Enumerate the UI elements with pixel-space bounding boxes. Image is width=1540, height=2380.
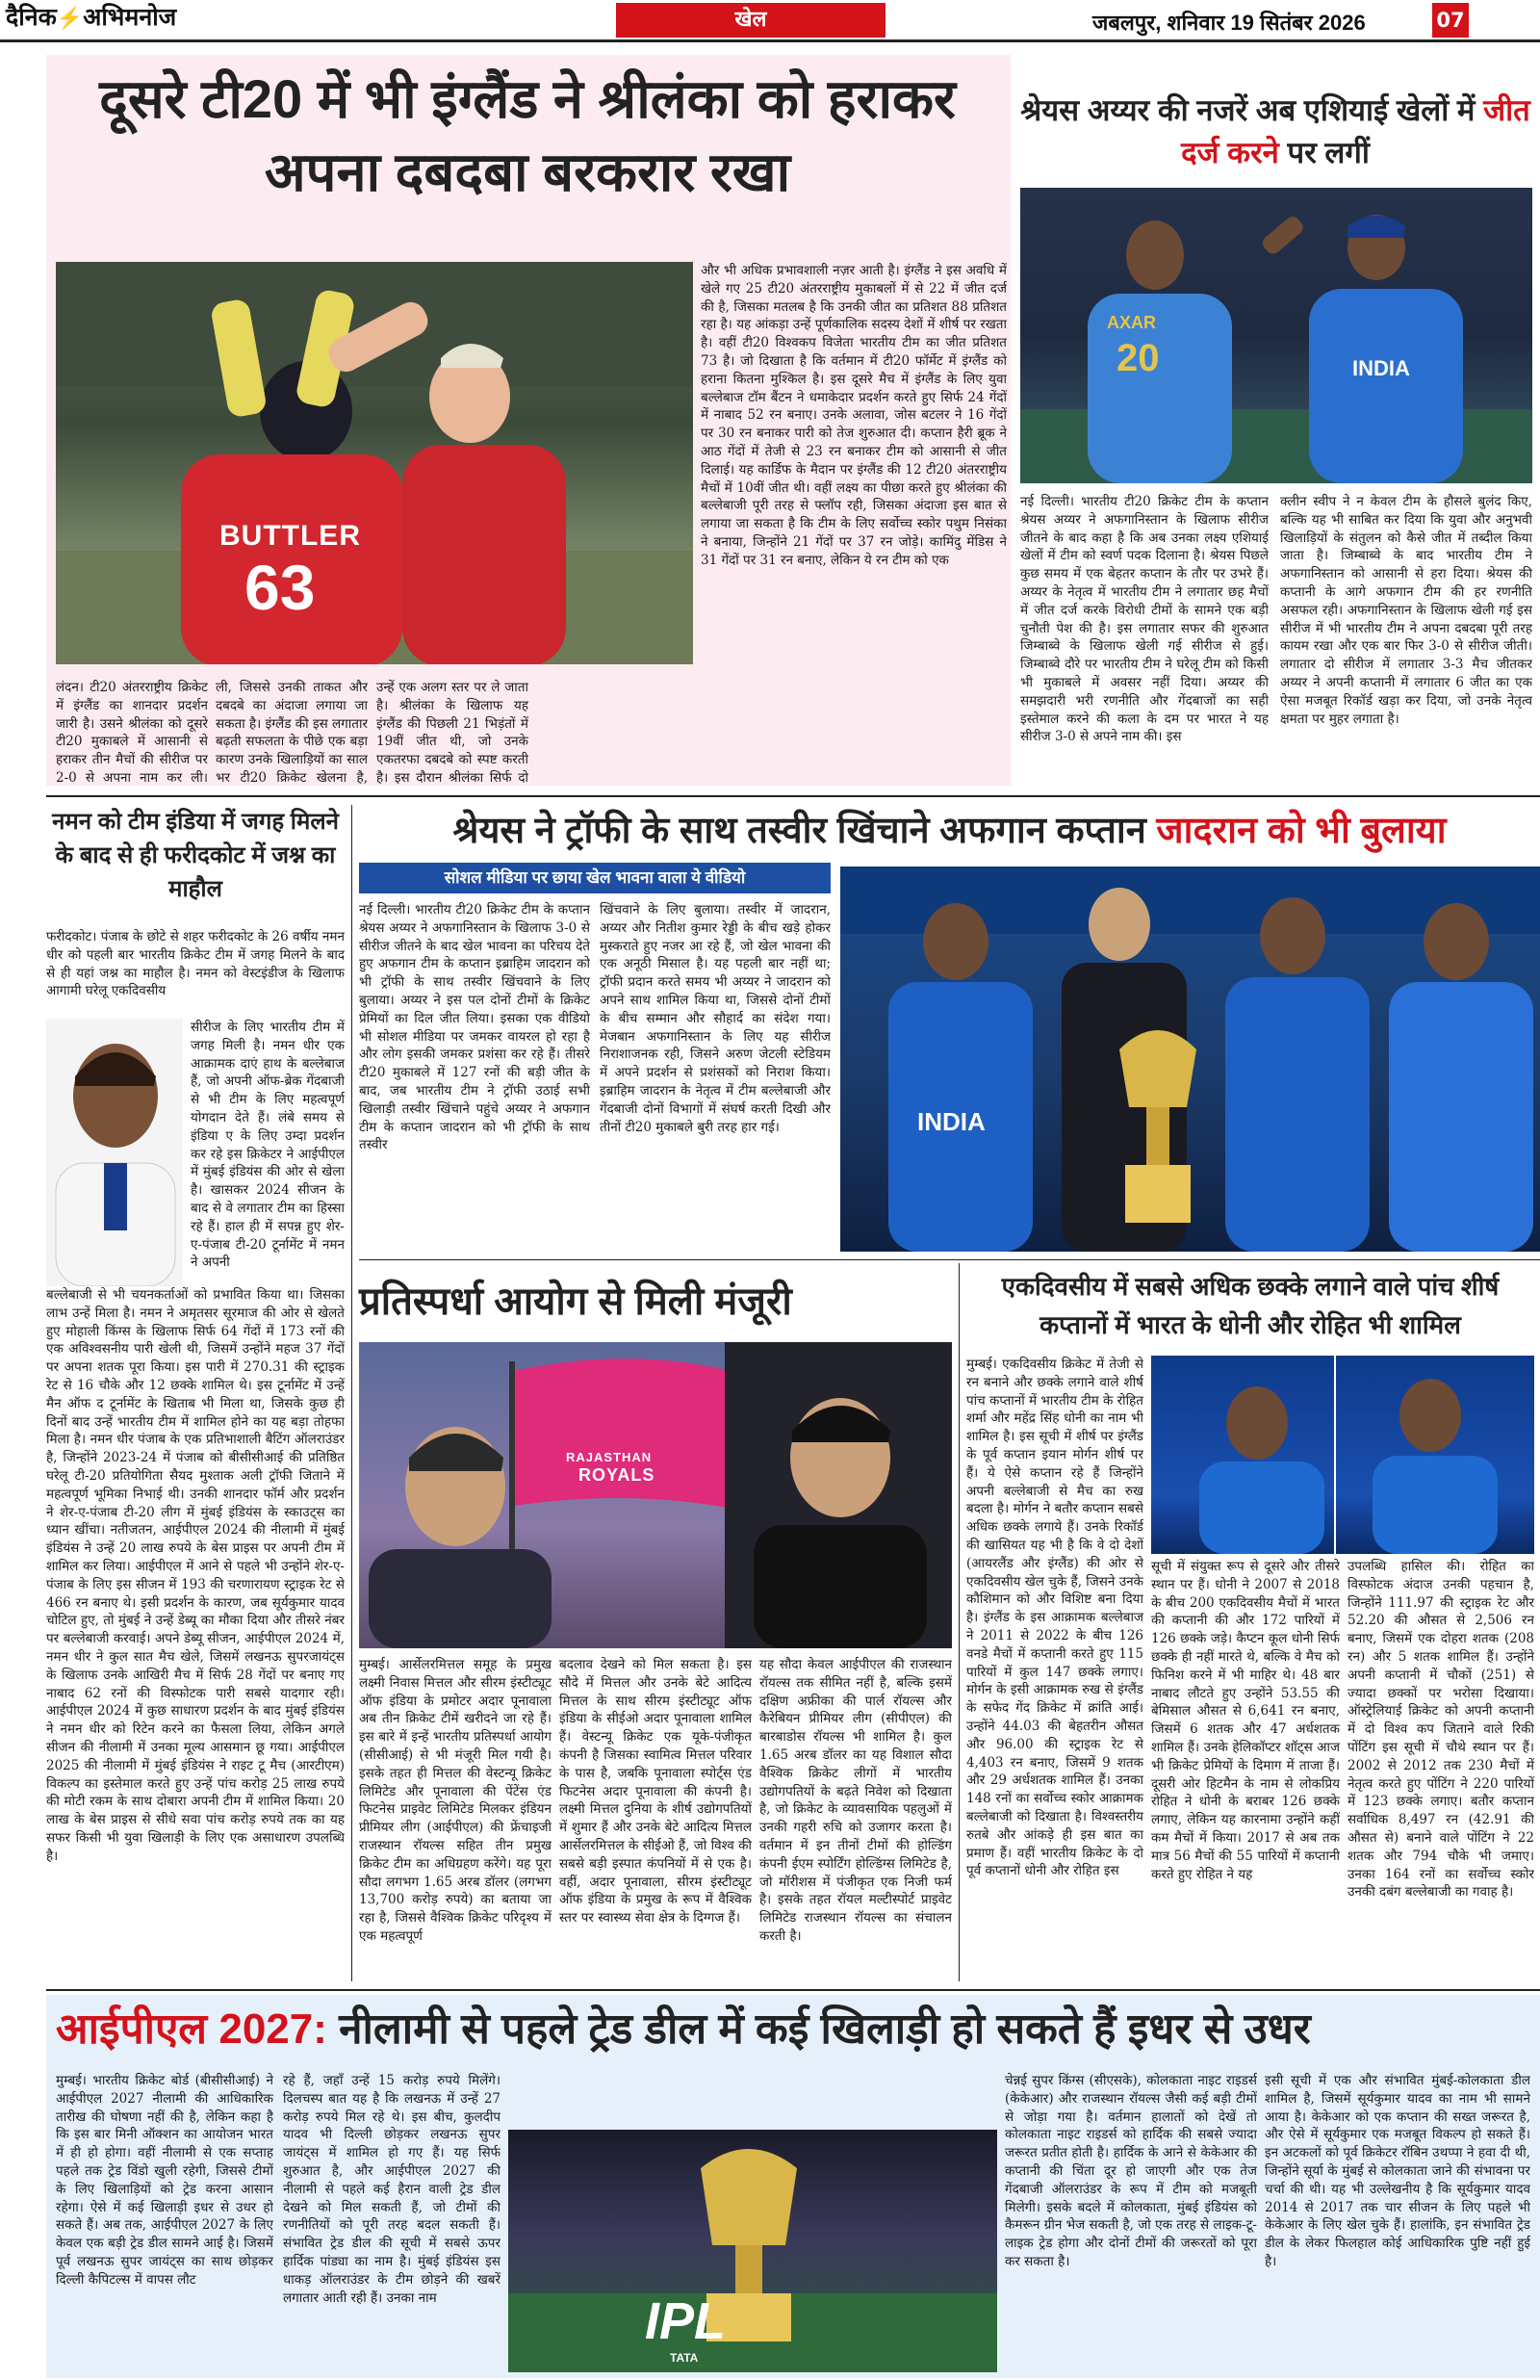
horizontal-divider <box>359 1259 1540 1260</box>
jersey-number: 63 <box>244 552 316 623</box>
headline <box>56 2001 1528 2058</box>
story-column-1: मुम्बई। एकदिवसीय क्रिकेट में तेजी से रन बनाने और छक्के लगाने वाले शीर्ष पांच कप्तानों में भारतीय टीम के रोहित शर्मा और महेंद्र सिंह धोनी का नाम भी शामिल है। इस सूची में शीर्ष पर इंग्लैंड के पूर्व कप्तान इयान मोर्गन शीर्ष पर हैं। ये ऐसे कप्तान रहे हैं जिन्होंने अपनी बल्लेबाजी से मैच का रुख बदला है। मोर्गन ने बतौर कप्तान सबसे अधिक छक्के लगाये हैं। उनके रिकॉर्ड की खासियत यह भी है कि वे दो देशों (आयरलैंड और इंग्लैंड) की ओर से एकदिवसीय खेल चुके हैं, जिसने उनके कौशिमान को और विशिष्ट बना दिया है। इंग्लैंड के इस आक्रामक बल्लेबाज ने 2011 से 2022 के बीच 126 वनडे मैचों में कप्तानी करते हुए 115 पारियों में कुल 147 छक्के लगाए। मोर्गन के इसी आक्रामक रुख से इंग्लैंड के सफेद गेंद क्रिकेट में क्रांति आई। उन्होंने 44.03 की बेहतरीन औसत और 96.00 की स्ट्राइक रेट से 4,403 रन बनाए, जिसमें 9 शतक और 29 अर्धशतक शामिल हैं। उनका 148 रनों का सर्वोच्च स्कोर आक्रामक बल्लेबाजी को दिखाता है। विश्वस्तरीय रुतबे और आंकड़े ही इस बात का प्रमाण हैं। वहीं भारतीय क्रिकेट के दो पूर्व कप्तानों धोनी और रोहित इस <box>966 1357 1143 1879</box>
story-column-3: उपलब्धि हासिल की। रोहित का विस्फोटक अंदाज उनकी पहचान है, जिन्होंने 111.97 की स्ट्राइक रेट और 52.20 की औसत से 2,506 रन बनाए, जिसमें एक दोहरा शतक (208 रन) और 5 शतक शामिल हैं। उन्होंने अपनी कप्तानी में चौकों (251) से ज्यादा छक्कों पर भरोसा दिखाया। ऑस्ट्रेलियाई क्रिकेट को अपनी कप्तानी में दो विश्व कप जिताने वाले रिकी पोंटिंग इस सूची में चौथे स्थान पर हैं। 2002 से 2012 तक 230 मैचों में नेतृत्व करते हुए पोंटिंग ने 220 पारियों में 123 छक्के लगाए। बतौर कप्तान सर्वाधिक 8,497 रन (42.91 की औसत से) बनाने वाले पोंटिंग ने 22 शतक और 794 चौके भी जमाए। उनका 164 रनों का सर्वोच्च स्कोर उनकी दबंग बल्लेबाजी का गवाह है। <box>1348 1559 1534 1901</box>
headline-rest: नीलामी से पहले ट्रेड डील में कई खिलाड़ी हो सकते हैं इधर से उधर <box>339 2005 1311 2053</box>
headline-part-a: श्रेयस ने ट्रॉफी के साथ तस्वीर खिंचाने अफगान कप्तान <box>452 811 1157 851</box>
story-column-4: इसी सूची में एक और संभावित मुंबई-कोलकाता डील शामिल है, जिसमें सूर्यकुमार यादव का नाम भी सामने आया है। केकेआर को एक कप्तान की सख्त जरूरत है, और ऐसे में सूर्यकुमार एक मजबूत विकल्प हो सकते हैं। इन अटकलों को पूर्व क्रिकेटर रॉबिन उथप्पा ने हवा दी थी, जिन्होंने सूर्या के मुंबई से कोलकाता जाने की संभावना पर चर्चा की थी। यह भी उल्लेखनीय है कि सूर्यकुमार यादव 2014 से 2017 तक चार सीजन के लिए पहले भी केकेआर के लिए खेल चुके हैं। हालांकि, इन संभावित ट्रेड डील के लेकर फिलहाल कोई आधिकारिक पुष्टि नहीं हुई है। <box>1265 2073 1530 2269</box>
story-england-srilanka <box>46 55 1011 786</box>
headline-part-a: श्रेयस अय्यर की नजरें अब एशियाई खेलों में <box>1020 93 1484 127</box>
headline-highlight: जीत दर्ज करने <box>1181 93 1530 169</box>
subheadline: सोशल मीडिया पर छाया खेल भावना वाला ये वीडियो <box>359 863 831 893</box>
story-column-1: मुम्बई। आर्सेलरमित्तल समूह के प्रमुख लक्ष्मी निवास मित्तल और सीरम इंस्टीट्यूट ऑफ इंडिया के प्रमोटर अदार पूनावाला अब तीन क्रिकेट टीमें खरीदने जा रहे हैं। इस बारे में इन्हें भारतीय प्रतिस्पर्धा आयोग (सीसीआई) से भी मंजूरी मिल गयी है। इसके तहत ही मित्तल की वेस्टन्यू क्रिकेट लिमिटेड और पूनावाला की पेंटेंस एंड फिटनेस प्राइवेट लिमिटेड मिलकर इंडियन प्रीमियर लीग (आईपीएल) की फ्रेंचाइजी राजस्थान रॉयल्स सहित तीन प्रमुख क्रिकेट टीम का अधिग्रहण करेंगे। यह पूरा सौदा लगभग 1.65 अरब डॉलर (लगभग 13,700 करोड़ रुपये) का बताया जा रहा है, जिससे वैश्विक क्रिकेट परिदृश्य में एक महत्वपूर्ण <box>359 1657 552 1944</box>
story-column-1: नई दिल्ली। भारतीय टी20 क्रिकेट टीम के कप्तान श्रेयस अय्यर ने अफगानिस्तान के खिलाफ सीरीज जीतने के बाद कहा है कि अब उनका लक्ष्य एशियाई खेलों में टीम को स्वर्ण पदक दिलाना है। श्रेयस पिछले कुछ समय में एक बेहतर कप्तान के तौर पर उभरे हैं। अय्यर के नेतृत्व में भारतीय टीम ने लगातार छह मैचों में जीत दर्ज करके विरोधी टीमों के सामने एक बड़ी चुनौती पेश की है। इस लगातार सफर की शुरुआत जिम्बाब्वे के खिलाफ खेली गई सीरीज से हुई। जिम्बाब्वे दौरे पर भारतीय टीम ने घरेलू टीम को किसी भी मुकाबले में अवसर नहीं दिया। अय्यर की समझदारी भरी रणनीति और गेंदबाजों का सही इस्तेमाल करने की कला के दम पर भारत ने यह सीरीज 3-0 से अपने नाम की। इस <box>1020 494 1269 745</box>
brand-logo <box>6 4 176 33</box>
masthead <box>0 0 1540 42</box>
story-column-1: मुम्बई। भारतीय क्रिकेट बोर्ड (बीसीसीआई) ने आईपीएल 2027 नीलामी की आधिकारिक तारीख की घोषणा नहीं की है, लेकिन कहा है कि इस बार मिनी ऑक्शन का आयोजन भारत में ही हो होगा। वहीं नीलामी से एक सप्ताह पहले तक ट्रेड विंडो खुली रहेगी, जिससे टीमों के लिए खिलाड़ियों को ट्रेड करना आसान रहेगा। ऐसे में कई खिलाड़ी इधर से उधर हो सकते हैं। अब तक, आईपीएल 2027 के लिए केवल एक बड़ी ट्रेड डील सामने आई है। जिसमें पूर्व लखनऊ सुपर जायंट्स का साथ छोड़कर दिल्ली कैपिटल्स में वापस लौट <box>56 2073 273 2288</box>
page-number: 07 <box>1432 3 1469 38</box>
headline <box>359 807 1540 855</box>
headline <box>1020 90 1530 174</box>
vertical-divider <box>959 1263 960 1981</box>
story-naman-dhir <box>46 805 345 1981</box>
headline-highlight: आईपीएल 2027: <box>56 2005 340 2053</box>
ipl-logo-text: IPL <box>645 2292 727 2350</box>
story-column-2: सूची में संयुक्त रूप से दूसरे और तीसरे स्थान पर हैं। धोनी ने 2007 से 2018 के बीच 200 एकदिवसीय मैचों में भारत की कप्तानी की और 172 पारियों में 126 छक्के जड़े। कैप्टन कूल धोनी सिर्फ छक्के ही नहीं मारते थे, बल्कि वे मैच को फिनिश करने में भी माहिर थे। 48 बार नाबाद लौटते हुए उन्होंने 53.55 की बेमिसाल औसत से 6,641 रन बनाए, जिसमें 6 शतक और 47 अर्धशतक शामिल हैं। उनके हेलिकॉप्टर शॉट्स आज भी क्रिकेट प्रेमियों के दिमाग में ताजा हैं। दूसरी ओर हिटमैन के नाम से लोकप्रिय रोहित ने धोनी के बराबर 126 छक्के लगाए, लेकिन यह कारनामा उन्होंने कहीं कम मैचों में किया। 2017 से अब तक मात्र 56 मैचों की 55 पारियों में कप्तानी करते हुए रोहित ने यह <box>1151 1559 1340 1882</box>
naman-dhir-photo <box>46 1019 183 1286</box>
bolt-icon: ⚡ <box>56 6 84 30</box>
section-label: खेल <box>734 8 767 32</box>
story-column-2: ली, जिससे उनकी ताकत और दबदबे का अंदाजा लगाया जा सकता है। इंग्लैंड की इस लगातार बढ़ती सफलता के पीछे एक बड़ा कारण उनके खिलाड़ियों का साल भर टी20 क्रिकेट खेलना है, <box>216 680 368 785</box>
flag-text-line2: ROYALS <box>578 1465 655 1485</box>
brand-part-a: दैनिक <box>6 4 57 31</box>
story-column-1: नई दिल्ली। भारतीय टी20 क्रिकेट टीम के कप्तान श्रेयस अय्यर ने अफगानिस्तान के खिलाफ 3-0 से सीरीज जीतने के बाद खेल भावना का परिचय देते हुए अफगान टीम के कप्तान इब्राहिम जादरान को भी ट्रॉफी के साथ तस्वीर खिंचवाने के लिए बुलाया। अय्यर ने इस पल दोनों टीमों के क्रिकेट प्रेमियों का दिल जीत लिया। इसका एक वीडियो भी सोशल मीडिया पर जमकर वायरल हो रहा है और लोग इसकी जमकर प्रशंसा कर रहे हैं। तीसरे टी20 मुकाबले में 127 रनों की बड़ी जीत के बाद, जब भारतीय टीम ने ट्रॉफी उठाई सभी खिलाड़ी तस्वीर खिंचाने पहुंचे अय्यर ने अफगान टीम के कप्तान जादरान को भी ट्रॉफी के साथ तस्वीर <box>359 902 590 1153</box>
england-players-photo <box>56 262 693 664</box>
jersey-name: BUTTLER <box>219 520 361 552</box>
story-body: बल्लेबाजी से भी चयनकर्ताओं को प्रभावित किया था। जिसका लाभ उन्हें मिला है। नमन ने अमृतसर सूरमाज की ओर से खेलते हुए मोहाली किंग्स के खिलाफ सिर्फ 64 गेंदों में 173 रनों की एक अविश्वसनीय पारी खेली थी, जिसमें उन्होंने महज 37 गेंदों पर अपना शतक पूरा किया। इस पारी में 270.31 की स्ट्राइक रेट से 16 चौके और 12 छक्के शामिल थे। इस टूर्नामेंट में उन्हें मैन ऑफ द टूर्नामेंट के खिताब भी मिला था, जिसके कुछ ही दिनों बाद उन्हें भारतीय टीम में शामिल होने का यह बड़ा तोहफा मिला है। नमन धीर पंजाब के एक प्रतिभाशाली बैटिंग ऑलराउंडर है, जिन्होंने 2023-24 में पंजाब को बीसीसीआई की प्रतिष्ठित घरेलू टी-20 प्रतियोगिता सैयद मुश्ताक अली ट्रॉफी जिताने में महत्वपूर्ण भूमिका निभाई थी। उनकी शानदार फॉर्म और प्रदर्शन ने शेर-ए-पंजाब टी-20 लीग में मुंबई इंडियंस के स्काउट्स का ध्यान खींचा। नतीजतन, आईपीएल 2024 की नीलामी में मुंबई इंडियंस ने उन्हें 20 लाख रुपये के बेस प्राइस पर अपनी टीम में शामिल कर लिया। आईपीएल में आने से पहले भी उन्होंने शेर-ए-पंजाब के लिए इस सीजन में 193 की चरणारायण स्ट्राइक रेट से 466 रन बनाए थे। इसी प्रदर्शन के कारण, जब सूर्यकुमार यादव चोटिल हुए, तो मुंबई ने उन्हें डेब्यू का मौका दिया और तीसरे नंबर पर बल्लेबाजी करवाई। अपने डेब्यू सीजन, आईपीएल 2024 में, नमन धीर ने कुल सात मैच खेले, जिसमें लखनऊ सुपरजायंट्स के खिलाफ उनके आखिरी मैच में सिर्फ 28 गेंदों पर बनाए गए नाबाद 62 रनों की विस्फोटक पारी सबसे यादगार रही। आईपीएल 2024 में कुछ साधारण प्रदर्शन के बाद मुंबई इंडियंस ने नमन धीर को रिटेन करने का फैसला लिया, लेकिन अगले सीजन की नीलामी में उनका मूल्य आसमान छू गया। आईपीएल 2025 की नीलामी में मुंबई इंडियंस ने राइट टू मैच (आरटीएम) विकल्प का इस्तेमाल करते हुए उन्हें पांच करोड़ 25 लाख रुपये की मोटी रकम के साथ दोबारा अपनी टीम में शामिल किया। 20 लाख के बेस प्राइस से सीधे सवा पांच करोड़ रुपये तक का यह सफर किसी भी युवा खिलाड़ी के लिए एक असाधारण उपलब्धि है। <box>46 1287 345 1864</box>
jersey-right-name: INDIA <box>1352 356 1410 380</box>
story-column-2: बदलाव देखने को मिल सकता है। इस सौदे में मित्तल और उनके बेटे आदित्य मित्तल के साथ सीरम इंस्टीट्यूट ऑफ इंडिया के सीईओ अदार पूनावाला शामिल हैं। वेस्टन्यू क्रिकेट एक यूके-पंजीकृत कंपनी है जिसका स्वामित्व मित्तल परिवार के पास है, जबकि पूनावाला स्पोर्ट्स एंड फिटनेस अदार पूनावाला की कंपनी है। लक्ष्मी मित्तल दुनिया के शीर्ष उद्योगपतियों में शुमार हैं और उनके बेटे आदित्य मित्तल आर्सेलरमित्तल के सीईओ हैं, जो विश्व की सबसे बड़ी इस्पात कंपनियों में से एक है। वहीं, अदार पूनावाला, सीरम इंस्टीट्यूट ऑफ इंडिया के प्रमुख के रूप में वैश्विक स्तर पर स्वास्थ्य सेवा क्षेत्र के दिग्गज हैं। <box>559 1657 752 1927</box>
headline: दूसरे टी20 में भी इंग्लैंड ने श्रीलंका को हराकर अपना दबदबा बरकरार रखा <box>99 68 956 202</box>
story-column-3: चेन्नई सुपर किंग्स (सीएसके), कोलकाता नाइट राइडर्स (केकेआर) और राजस्थान रॉयल्स जैसी कई बड़ी टीमों से जोड़ा गया है। वर्तमान हालातों को देखें तो कोलकाता नाइट राइडर्स को हार्दिक की सबसे ज्यादा जरूरत प्रतीत होती है। हार्दिक के आने से केकेआर की कप्तानी की चिंता दूर हो जाएगी और एक तेज गेंदबाजी ऑलराउंडर के रूप में टीम को मजबूती मिलेगी। इसके बदले में कोलकाता, मुंबई इंडियंस को कैमरून ग्रीन भेज सकती है, जो एक तरह से लाइक-टू-लाइक ट्रेड होगा और दोनों टीमों की जरूरतों को पूरा कर सकता है। <box>1005 2073 1257 2269</box>
headline: एकदिवसीय में सबसे अधिक छक्के लगाने वाले पांच शीर्ष कप्तानों में भारत के धोनी और रोहित भी शामिल <box>1001 1272 1500 1339</box>
sponsor-text: TATA <box>670 2351 699 2365</box>
story-odi-captains <box>966 1263 1540 1981</box>
story-shreyas-asian-games <box>1020 55 1540 787</box>
ipl-trophy-photo <box>508 2130 997 2372</box>
dateline: जबलपुर, शनिवार 19 सितंबर 2026 <box>1092 11 1366 35</box>
jersey-text: INDIA <box>917 1107 986 1136</box>
story-shreyas-trophy <box>359 805 1540 1255</box>
dhoni-rohit-photo <box>1151 1356 1534 1554</box>
headline: नमन को टीम इंडिया में जगह मिलने के बाद से ही फरीदकोट में जश्न का माहौल <box>52 809 339 902</box>
story-column-4: और भी अधिक प्रभावशाली नज़र आती है। इंग्लैंड ने इस अवधि में खेले गए 25 टी20 अंतरराष्ट्रीय मुकाबलों में से 22 में जीत दर्ज की है, जिसका मतलब है कि उनकी जीत का प्रतिशत 88 प्रतिशत रहा है। यह आंकड़ा उन्हें पूर्णकालिक सदस्य देशों में शीर्ष पर रखता है। वहीं टी20 विश्वकप विजेता भारतीय टीम का जीत प्रतिशत 73 है। जो दिखाता है कि वर्तमान में टी20 फॉर्मेट में इंग्लैंड को हराना कितना मुश्किल है। इस दूसरे मैच में इंग्लैंड के लिए युवा बल्लेबाज टॉम बैंटन ने धमाकेदार प्रदर्शन करते हुए सिर्फ 24 गेंदों में नाबाद 52 रन बनाए। उनके अलावा, जोस बटलर ने 16 गेंदों पर 30 रन बनाकर पारी को तेज शुरुआत दी। कप्तान हैरी ब्रूक ने आठ गेंदों में तेजी से 23 रन बनाकर टीम को आसानी से जीत दिलाई। यह कार्डिफ के मैदान पर इंग्लैंड की 12 टी20 अंतरराष्ट्रीय मैचों में 10वीं जीत थी। वहीं लक्ष्य का पीछा करते हुए श्रीलंका की बल्लेबाजी पूरी तरह से फ्लॉप रही, जिसका अंदाजा इस बात से लगाया जा सकता है कि टीम के लिए सर्वोच्च स्कोर पथुम निसंका ने बनाया, जिन्होंने 21 गेंदों पर 37 रन जोड़े। कामिंदु मेंडिस ने 31 गेंदों पर 31 रन बनाए, लेकिन ये रन टीम को एक <box>701 263 1007 568</box>
headline: प्रतिस्पर्धा आयोग से मिली मंजूरी <box>359 1281 792 1323</box>
jersey-left-number: 20 <box>1116 337 1160 379</box>
story-column-1: लंदन। टी20 अंतरराष्ट्रीय क्रिकेट में इंग्लैंड का शानदार प्रदर्शन जारी है। उसने श्रीलंका को दूसरे टी20 मुकाबले में आसानी से हराकर तीन मैचों की सीरीज पर 2-0 से अपना नाम कर ली। <box>56 680 208 785</box>
story-column-2: क्लीन स्वीप ने न केवल टीम के हौसले बुलंद किए, बल्कि यह भी साबित कर दिया कि युवा और अनुभवी खिलाड़ियों के संतुलन को कैसे जीत में तब्दील किया जाता है। जिम्बाब्वे के बाद भारतीय टीम ने अफगानिस्तान को आसानी से हरा दिया। श्रेयस की कप्तानी के आगे अफगान टीम की हर रणनीति असफल रही। अफगानिस्तान के खिलाफ खेली गई इस सीरीज में भी भारतीय टीम ने अपना दबदबा पूरी तरह कायम रखा और एक बार फिर 3-0 से सीरीज जीती। लगातार दो सीरीज में लगातार 3-3 मैच जीतकर अय्यर ने अपनी कप्तानी में लगातार 6 जीत का एक ऐसा मजबूत रिकॉर्ड खड़ा कर दिया, जो उनके नेतृत्व क्षमता पर मुहर लगाता है। <box>1280 494 1532 727</box>
headline-part-c: पर लगीं <box>1278 136 1370 169</box>
story-ipl-trade <box>46 1995 1540 2378</box>
story-column-2: रहे हैं, जहाँ उन्हें 15 करोड़ रुपये मिलेंगे। दिलचस्प बात यह है कि लखनऊ में उन्हें 27 करोड़ रुपये मिल रहे थे। इस बीच, कुलदीप यादव भी दिल्ली छोड़कर लखनऊ सुपर जायंट्स में शामिल हो गए हैं। यह सिर्फ शुरुआत है, और आईपीएल 2027 की नीलामी से पहले कई हैरान वाली ट्रेड डील देखने को मिल सकती हैं, जो टीमों की रणनीतियों को पूरी तरह बदल सकती हैं। संभावित ट्रेड डील की सूची में सबसे ऊपर हार्दिक पांड्या का नाम है। मुंबई इंडियंस इस धाकड़ ऑलराउंडर के टीम छोड़ने की खबरें लगातार आती रही हैं। उनका नाम <box>283 2073 500 2306</box>
story-column-3: उन्हें एक अलग स्तर पर ले जाता है। श्रीलंका के खिलाफ यह इंग्लैंड की पिछली 21 भिड़ंतों में 19वीं जीत थी, जो उनके एकतरफा दबदबे को स्पष्ट करती है। इस दौरान श्रीलंका सिर्फ दो <box>376 680 528 785</box>
section-tab <box>616 3 886 38</box>
headline-highlight: जादरान को भी बुलाया <box>1156 811 1447 851</box>
story-column-2: खिंचवाने के लिए बुलाया। तस्वीर में जादरान, अय्यर और नितीश कुमार रेड्डी के बीच खड़े होकर मुस्कराते हुए नजर आ रहे हैं, जो खेल भावना की एक अनूठी मिसाल है। यह पहली बार नहीं था; ट्रॉफी प्रदान करते समय भी अय्यर ने जादरान को अपने साथ शामिल किया था, जिससे दोनों टीमों के बीच सम्मान और सौहार्द का संदेश गया। मेजबान अफगानिस्तान के लिए यह सीरीज निराशाजनक रही, जिसने अरुण जेटली स्टेडियम में अपने प्रदर्शन से प्रशंसकों को निराश किया। इब्राहिम जादरान के नेतृत्व में टीम बल्लेबाजी और गेंदबाजी दोनों विभागों में संघर्ष करती दिखी और तीनों टी20 मुकाबले बुरी तरह हार गई। <box>600 902 831 1135</box>
vertical-divider <box>351 805 352 1981</box>
horizontal-divider <box>46 795 1540 797</box>
story-wrap-column: सीरीज के लिए भारतीय टीम में जगह मिली है। नमन धीर एक आक्रामक दाएं हाथ के बल्लेबाज हैं, जो अपनी ऑफ-ब्रेक गेंदबाजी से भी टीम के लिए महत्वपूर्ण योगदान देते हैं। लंबे समय से इंडिया ए के लिए उम्दा प्रदर्शन कर रहे इस क्रिकेटर ने आईपीएल में मुंबई इंडियंस की ओर से खेला है। खासकर 2024 सीजन के बाद से वे लगातार टीम का हिस्सा रहे हैं। हाल ही में सपन्न हुए शेर-ए-पंजाब टी-20 टूर्नामेंट में नमन ने अपनी <box>191 1020 345 1271</box>
jersey-left-name: AXAR <box>1107 313 1157 332</box>
story-lead: फरीदकोट। पंजाब के छोटे से शहर फरीदकोट के 26 वर्षीय नमन धीर को पहली बार भारतीय क्रिकेट टीम में जगह मिलने के बाद से ही यहां जश्न का माहौल है। नमन को वेस्टइंडीज के खिलाफ आगामी घरेलू एकदिवसीय <box>46 929 345 999</box>
trophy-photo <box>840 867 1540 1252</box>
mittal-poonawala-photo <box>359 1342 952 1648</box>
horizontal-divider <box>46 1989 1540 1991</box>
story-competition-commission <box>359 1263 952 1981</box>
india-players-photo <box>1020 188 1532 483</box>
flag-text-line1: RAJASTHAN <box>566 1450 653 1464</box>
story-column-3: यह सौदा केवल आईपीएल की राजस्थान रॉयल्स तक सीमित नहीं है, बल्कि इसमें दक्षिण अफ्रीका की पार्ल रॉयल्स और कैरेबियन प्रीमियर लीग (सीपीएल) की बारबाडोस रॉयल्स भी शामिल है। कुल 1.65 अरब डॉलर का यह विशाल सौदा वैश्विक क्रिकेट लीगों में भारतीय उद्योगपतियों के बढ़ते निवेश को दिखाता है, जो क्रिकेट के व्यावसायिक पहलुओं में उनकी गहरी रुचि को उजागर करता है। वर्तमान में इन तीनों टीमों की होल्डिंग कंपनी ईएम स्पोर्टिंग होल्डिंग्स लिमिटेड है, जो मॉरीशस में पंजीकृत एक निजी फर्म है। इसके तहत रॉयल मल्टीस्पोर्ट प्राइवेट लिमिटेड राजस्थान रॉयल्स का संचालन करती है। <box>759 1657 952 1944</box>
brand-part-b: अभिमनोज <box>83 4 177 31</box>
